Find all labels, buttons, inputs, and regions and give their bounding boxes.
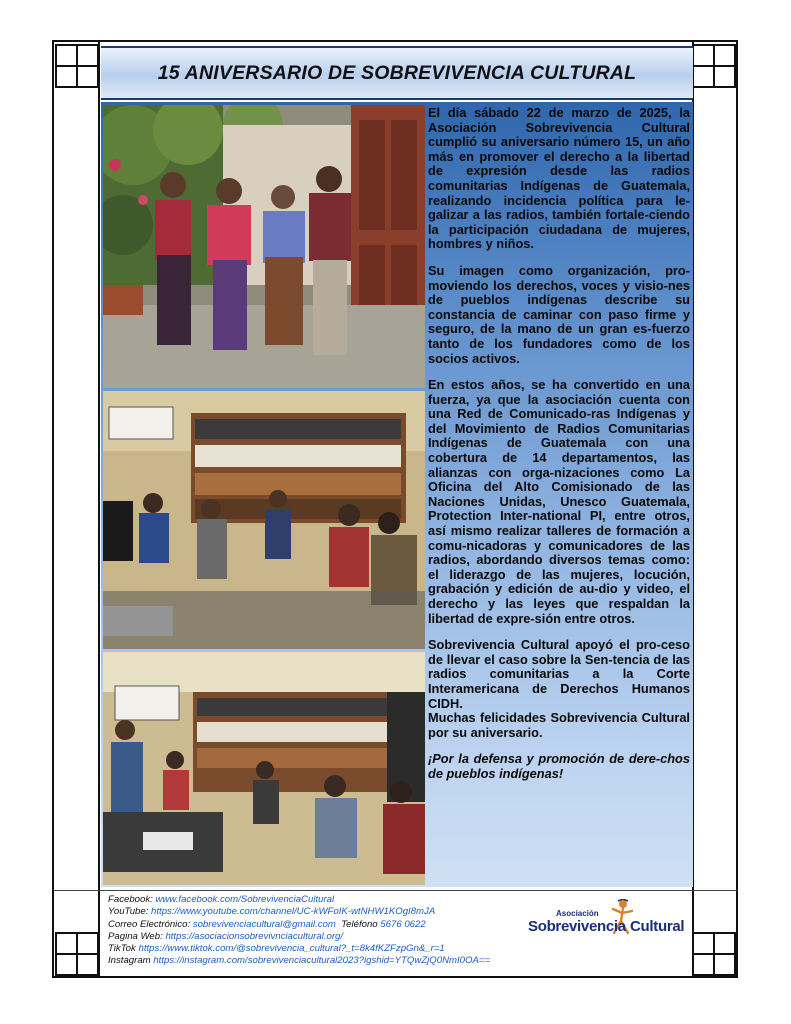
- youtube-label: YouTube:: [108, 906, 149, 918]
- footer-email-row: [108, 919, 528, 931]
- photo-workshop: [103, 652, 425, 885]
- facebook-link[interactable]: www.facebook.com/SobrevivenciaCultural: [155, 894, 335, 905]
- group-portrait-image: [103, 105, 425, 388]
- title-band: [101, 46, 693, 100]
- email-link[interactable]: sobrevivenciacultural@gmail.com: [192, 918, 336, 930]
- logo-word-sobrevivencia: Sobrevivencia: [528, 918, 626, 935]
- workshop-image: [103, 652, 425, 885]
- logo-word-cultural: Cultural: [630, 918, 685, 935]
- instagram-label: Instagram: [108, 955, 151, 967]
- tiktok-label: TikTok: [108, 943, 136, 955]
- footer-divider: [54, 890, 737, 891]
- logo-small-text: Asociación: [556, 909, 599, 918]
- content-band: [101, 102, 693, 887]
- paragraph-achievements: En estos años, se ha convertido en una fuerza, ya que la asociación cuenta con una Red de Comunicado-ras Indígenas y del Movimiento de Radios Comunitarias Indígenas de Guatemala con una cobertura de 14 departamentos, las alianzas con orga-nizaciones como La Oficina del Alto Comisionado de las Naciones Unidas, Unesco Guatemala, Protection Inter-national PI, entre otros, así mismo realizar talleres de formación a comu-nicadoras y comunicadores de las radios, abordando diversos temas como: el liderazgo de las mujeres, locución, grabación y edición de au-dio y video, el derecho y las leyes que respaldan la libertad de expre-sión entre otros.: [428, 377, 690, 626]
- instagram-link[interactable]: https://instagram.com/sobrevivenciacultural2023?igshid=YTQwZjQ0NmI0OA==: [153, 955, 491, 967]
- tiktok-link[interactable]: https://www.tiktok.com/@sobrevivencia_cultural?_t=8k4fKZFzpGn&_r=1: [138, 943, 445, 955]
- paragraph-cidh: Sobrevivencia Cultural apoyó el pro-ceso de llevar el caso sobre la Sen-tencia de las radios comunitarias a la Corte Interamericana de Derechos Humanos CIDH.: [428, 637, 690, 711]
- facebook-label: Facebook:: [108, 894, 153, 905]
- footer-tiktok-row: [108, 943, 528, 955]
- phone-link[interactable]: 5676 0622: [380, 918, 426, 930]
- footer-youtube-row: [108, 906, 528, 918]
- paragraph-congratulations: Muchas felicidades Sobrevivencia Cultural por su aniversario.: [428, 710, 690, 740]
- photo-meeting-room: [103, 391, 425, 649]
- paragraph-image: Su imagen como organización, pro-moviendo los derechos, voces y visio-nes de pueblos indígenas describe su constancia de caminar con paso firme y seguro, de la mano de un gran es-fuerzo tanto de los fundadores como de los socios activos.: [428, 262, 690, 366]
- photo-group-portrait: [103, 105, 425, 388]
- footer-instagram-row: [108, 955, 528, 967]
- corner-ornament-bottom-right: [692, 932, 736, 976]
- footer-web-row: [108, 931, 528, 943]
- corner-ornament-top-right: [692, 44, 736, 88]
- meeting-room-image: [103, 391, 425, 649]
- footer-contacts: [108, 894, 528, 968]
- paragraph-intro: El día sábado 22 de marzo de 2025, la Asociación Sobrevivencia Cultural cumplió su aniversario número 15, un año más en promover el derecho a la libertad de expresión desde las radios comunitarias Indígenas de Guatemala, realizando incidencia política para le-galizar a las radios, también fortale-ciendo la participación ciudadana de mujeres, hombres y niños.: [428, 105, 690, 252]
- email-label: Correo Electrónico:: [108, 918, 191, 930]
- organization-logo: [526, 897, 686, 951]
- frame-left-inner-line: [98, 40, 100, 978]
- page-title: 15 ANIVERSARIO DE SOBREVIVENCIA CULTURAL: [157, 61, 637, 84]
- corner-ornament-top-left: [55, 44, 99, 88]
- article-text: [428, 106, 690, 794]
- paragraph-slogan: ¡Por la defensa y promoción de dere-chos de pueblos indígenas!: [428, 751, 690, 781]
- youtube-link[interactable]: https://www.youtube.com/channel/UC-kWFoIK-wtNHW1KOgI8mJA: [151, 906, 436, 918]
- web-link[interactable]: https://asociacionsobrevivnciacultural.org/: [165, 930, 344, 942]
- phone-label: Teléfono: [341, 918, 378, 930]
- web-label: Pagina Web:: [108, 930, 163, 942]
- corner-ornament-bottom-left: [55, 932, 99, 976]
- footer-facebook-row: [108, 894, 528, 906]
